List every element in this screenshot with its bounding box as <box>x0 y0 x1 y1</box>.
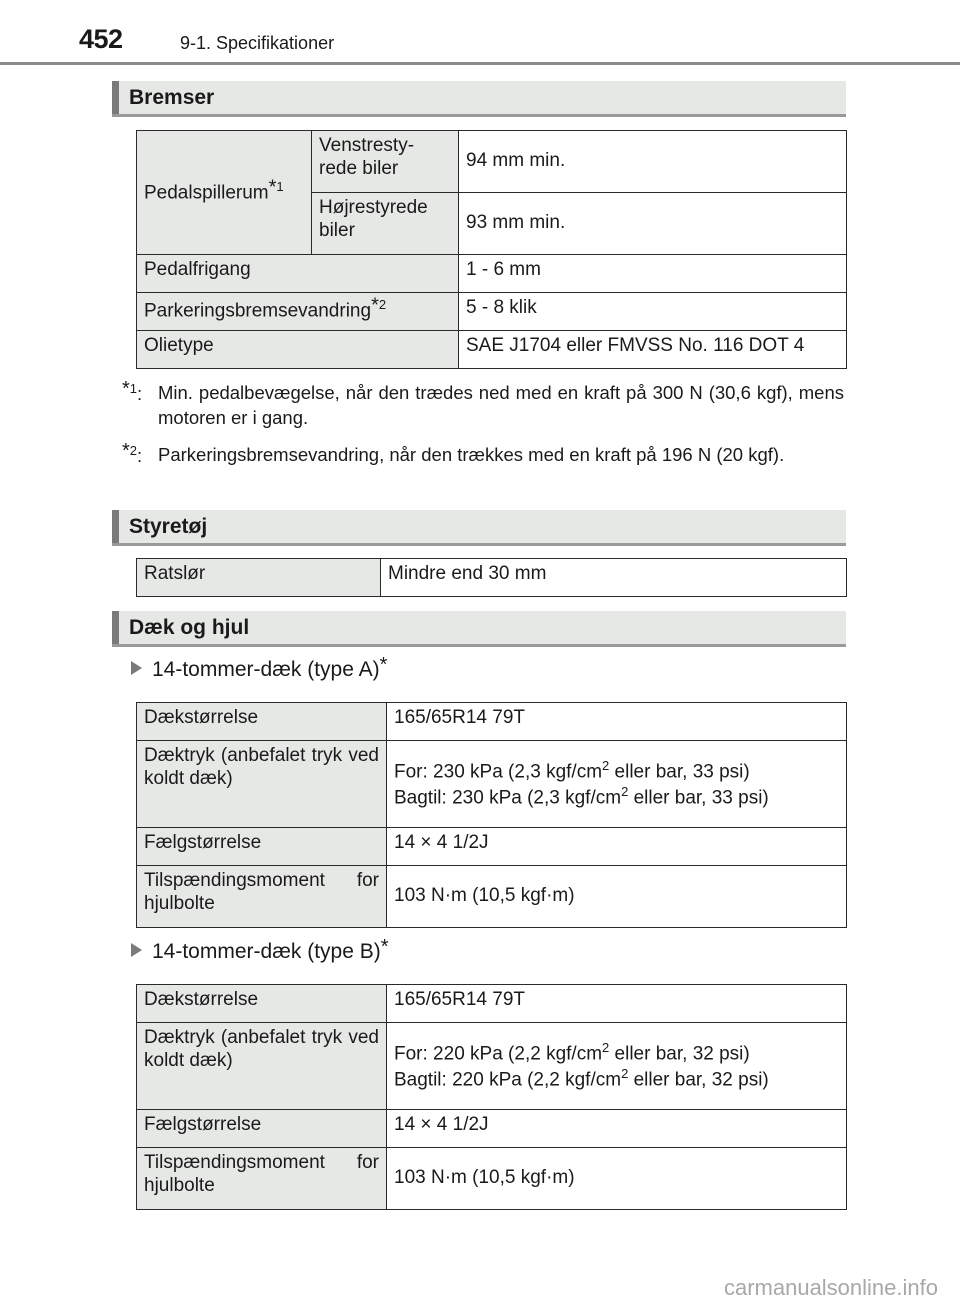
table-row <box>137 1110 847 1148</box>
steering-table <box>136 558 847 597</box>
triangle-bullet-icon <box>131 661 142 675</box>
footnote-text: Min. pedalbevægelse, når den trædes ned med en kraft på 300 N (30,6 kgf), mens motoren er i gang. <box>158 382 844 429</box>
rear-pressure: Bagtil: 230 kPa (2,3 kgf/$cm^2$ eller bar, 33 psi) <box>394 784 769 809</box>
tire-size-label: Dækstørrelse <box>137 703 387 741</box>
section-title: Styretøj <box>129 515 208 538</box>
section-title: Bremser <box>129 86 215 109</box>
torque-value: 103 N·m (10,5 kgf·m) <box>387 1148 847 1210</box>
front-pressure: For: 220 kPa (2,2 kgf/$cm^2$ eller bar, 32 psi) <box>394 1039 750 1065</box>
rear-pressure: Bagtil: 220 kPa (2,2 kgf/$cm^2$ eller bar, 32 psi) <box>394 1066 769 1091</box>
rim-size-label: Fælgstørrelse <box>137 1110 387 1148</box>
watermark: carmanualsonline.info <box>723 1275 938 1300</box>
table-row <box>137 331 847 369</box>
tire-size-value: 165/65R14 79T <box>387 985 847 1023</box>
parking-travel-value: 5 - 8 klik <box>459 293 847 331</box>
fluid-type-value: SAE J1704 eller FMVSS No. 116 DOT 4 <box>459 331 847 369</box>
section-accent <box>112 611 119 644</box>
torque-label: Tilspændingsmoment for hjulbolte <box>137 866 387 928</box>
table-row <box>137 985 847 1023</box>
section-heading-wheels <box>112 611 846 647</box>
rhd-value: 93 mm min. <box>459 193 847 255</box>
table-row <box>137 255 847 293</box>
table-row <box>137 1148 847 1210</box>
section-accent <box>112 510 119 543</box>
footnote-text: Parkeringsbremsevandring, når den trækkes med en kraft på 196 N (20 kgf). <box>158 444 785 465</box>
table-row <box>137 293 847 331</box>
page-number: 452 <box>79 24 123 54</box>
footnote-mark: *$^2$: <box>122 440 143 467</box>
type-b-table <box>136 984 847 1210</box>
rim-size-value: 14 × 4 1/2J <box>387 1110 847 1148</box>
type-b-heading: 14-tommer-dæk (type B)* <box>131 940 389 964</box>
rim-size-value: 14 × 4 1/2J <box>387 828 847 866</box>
parking-travel-label: Parkeringsbremsevandring*$^2$ <box>137 293 459 331</box>
torque-label: Tilspændingsmoment for hjulbolte <box>137 1148 387 1210</box>
table-row <box>137 741 847 828</box>
front-pressure: For: 230 kPa (2,3 kgf/$cm^2$ eller bar, 33 psi) <box>394 757 750 783</box>
lhd-value: 94 mm min. <box>459 131 847 193</box>
type-a-heading: 14-tommer-dæk (type A)* <box>131 658 387 682</box>
tire-pressure-value <box>387 741 847 828</box>
rim-size-label: Fælgstørrelse <box>137 828 387 866</box>
brakes-table <box>136 130 847 369</box>
table-row <box>137 828 847 866</box>
header-rule <box>0 62 960 65</box>
steering-play-value: Mindre end 30 mm <box>381 559 847 597</box>
table-row <box>137 1023 847 1110</box>
rhd-label: Højrestyrede biler <box>312 193 459 255</box>
torque-value: 103 N·m (10,5 kgf·m) <box>387 866 847 928</box>
steering-play-label: Ratslør <box>137 559 381 597</box>
footnote-mark: *$^1$: <box>122 378 143 405</box>
lhd-label: Venstresty- rede biler <box>312 131 459 193</box>
pedal-freeplay-value: 1 - 6 mm <box>459 255 847 293</box>
table-row <box>137 559 847 597</box>
section-title: Dæk og hjul <box>129 616 250 639</box>
tire-pressure-label: Dæktryk (anbefalet tryk ved koldt dæk) <box>137 741 387 828</box>
type-a-table <box>136 702 847 928</box>
table-row <box>137 131 847 193</box>
page-header <box>0 0 960 68</box>
section-heading-brakes <box>112 81 846 117</box>
tire-size-value: 165/65R14 79T <box>387 703 847 741</box>
footnote-2 <box>122 442 844 494</box>
chapter-title: 9-1. Specifikationer <box>180 33 335 53</box>
table-row <box>137 703 847 741</box>
fluid-type-label: Olietype <box>137 331 459 369</box>
pedal-freeplay-label: Pedalfrigang <box>137 255 459 293</box>
triangle-bullet-icon <box>131 943 142 957</box>
tire-size-label: Dækstørrelse <box>137 985 387 1023</box>
tire-pressure-label: Dæktryk (anbefalet tryk ved koldt dæk) <box>137 1023 387 1110</box>
pedal-clearance-label: Pedalspillerum*$^1$ <box>137 131 312 255</box>
tire-pressure-value <box>387 1023 847 1110</box>
footnote-1 <box>122 380 844 432</box>
table-row <box>137 866 847 928</box>
section-heading-steering <box>112 510 846 546</box>
section-accent <box>112 81 119 114</box>
